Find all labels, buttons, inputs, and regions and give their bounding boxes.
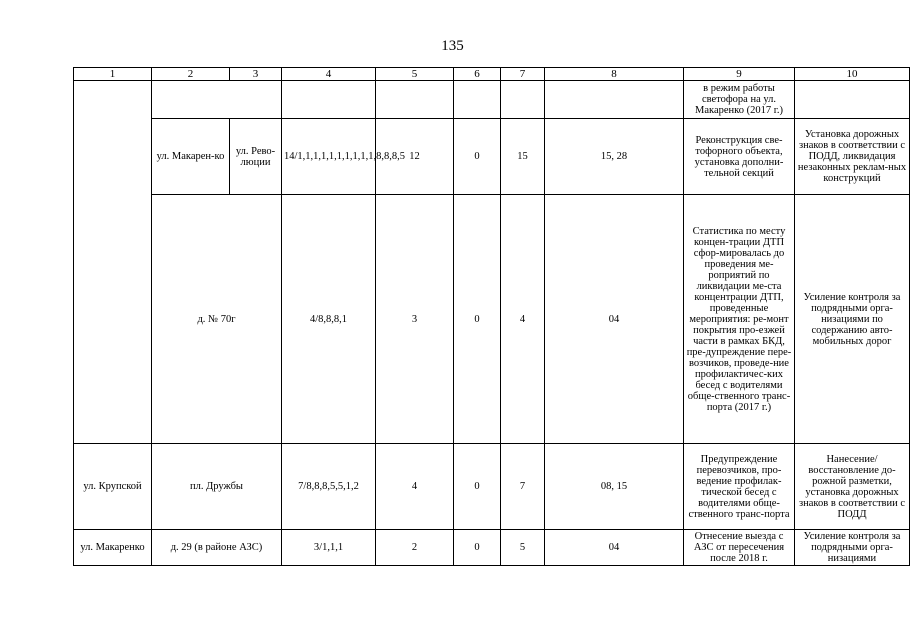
cell-col5: 12 xyxy=(376,119,454,195)
cell-col4 xyxy=(282,81,376,119)
cell-col4: 14/1,1,1,1,1,1,1,1,1,1,8,8,8,5 xyxy=(282,119,376,195)
header-cell: 4 xyxy=(282,68,376,81)
cell-col7: 7 xyxy=(501,444,545,530)
cell-measures: Отнесение выезда с АЗС от пересечения после 2018 г. xyxy=(684,530,795,566)
cell-col8: 04 xyxy=(545,530,684,566)
street-cell-empty xyxy=(74,81,152,444)
header-cell: 3 xyxy=(230,68,282,81)
data-table xyxy=(73,67,910,566)
cell-col8: 04 xyxy=(545,195,684,444)
cell-col6 xyxy=(454,81,501,119)
header-cell: 5 xyxy=(376,68,454,81)
cell-col2-3 xyxy=(152,81,282,119)
cell-col7: 15 xyxy=(501,119,545,195)
cell-street: ул. Макаренко xyxy=(74,530,152,566)
header-cell: 1 xyxy=(74,68,152,81)
table-row xyxy=(74,530,910,566)
table-row xyxy=(74,444,910,530)
cell-col6: 0 xyxy=(454,119,501,195)
table-row xyxy=(74,195,910,444)
header-cell: 6 xyxy=(454,68,501,81)
header-cell: 10 xyxy=(795,68,910,81)
cell-col5: 4 xyxy=(376,444,454,530)
cell-measures: Предупреждение перевозчиков, про-ведение профилак-тической бесед с водителями обще-ственного транс-порта xyxy=(684,444,795,530)
cell-measures: Реконструкция све-тофорного объекта, установка дополни-тельной секций xyxy=(684,119,795,195)
page-number: 135 xyxy=(441,38,464,54)
cell-col6: 0 xyxy=(454,530,501,566)
cell-street-3: ул. Рево-люции xyxy=(230,119,282,195)
cell-col5: 2 xyxy=(376,530,454,566)
cell-measures: в режим работы светофора на ул. Макаренко (2017 г.) xyxy=(684,81,795,119)
table-row xyxy=(74,119,910,195)
cell-col4: 4/8,8,8,1 xyxy=(282,195,376,444)
cell-col10: Нанесение/ восстановление до-рожной разметки, установка дорожных знаков в соответствии с ПОДД xyxy=(795,444,910,530)
cell-col6: 0 xyxy=(454,444,501,530)
cell-col4: 7/8,8,8,5,5,1,2 xyxy=(282,444,376,530)
cell-measures: Статистика по месту концен-трации ДТП сфор-мировалась до проведения ме-роприятий по ликвидации ме-ста концентрации ДТП, проведенные мероприятия: ре-монт покрытия про-езжей части в рамках БКД, пре-дупреждение пере-возчиков, проведе-ние профилактичес-ких бесед с водителями обще-ственного транс-порта (2017 г.) xyxy=(684,195,795,444)
cell-col8: 15, 28 xyxy=(545,119,684,195)
cell-col4: 3/1,1,1 xyxy=(282,530,376,566)
cell-col7: 4 xyxy=(501,195,545,444)
cell-col5 xyxy=(376,81,454,119)
cell-street-2: ул. Макарен-ко xyxy=(152,119,230,195)
header-cell: 9 xyxy=(684,68,795,81)
cell-col2-3: д. № 70г xyxy=(152,195,282,444)
table-row xyxy=(74,81,910,119)
cell-col8 xyxy=(545,81,684,119)
cell-col6: 0 xyxy=(454,195,501,444)
header-row xyxy=(74,68,910,81)
cell-col5: 3 xyxy=(376,195,454,444)
header-cell: 2 xyxy=(152,68,230,81)
cell-col7: 5 xyxy=(501,530,545,566)
cell-col7 xyxy=(501,81,545,119)
cell-col2-3: д. 29 (в районе АЗС) xyxy=(152,530,282,566)
cell-col8: 08, 15 xyxy=(545,444,684,530)
header-cell: 8 xyxy=(545,68,684,81)
cell-street: ул. Крупской xyxy=(74,444,152,530)
cell-col10: Установка дорожных знаков в соответствии с ПОДД, ликвидация незаконных реклам-ных конструкций xyxy=(795,119,910,195)
cell-col10: Усиление контроля за подрядными орга-низациями xyxy=(795,530,910,566)
header-cell: 7 xyxy=(501,68,545,81)
cell-col10 xyxy=(795,81,910,119)
cell-col2-3: пл. Дружбы xyxy=(152,444,282,530)
cell-col10: Усиление контроля за подрядными орга-низациями по содержанию авто-мобильных дорог xyxy=(795,195,910,444)
